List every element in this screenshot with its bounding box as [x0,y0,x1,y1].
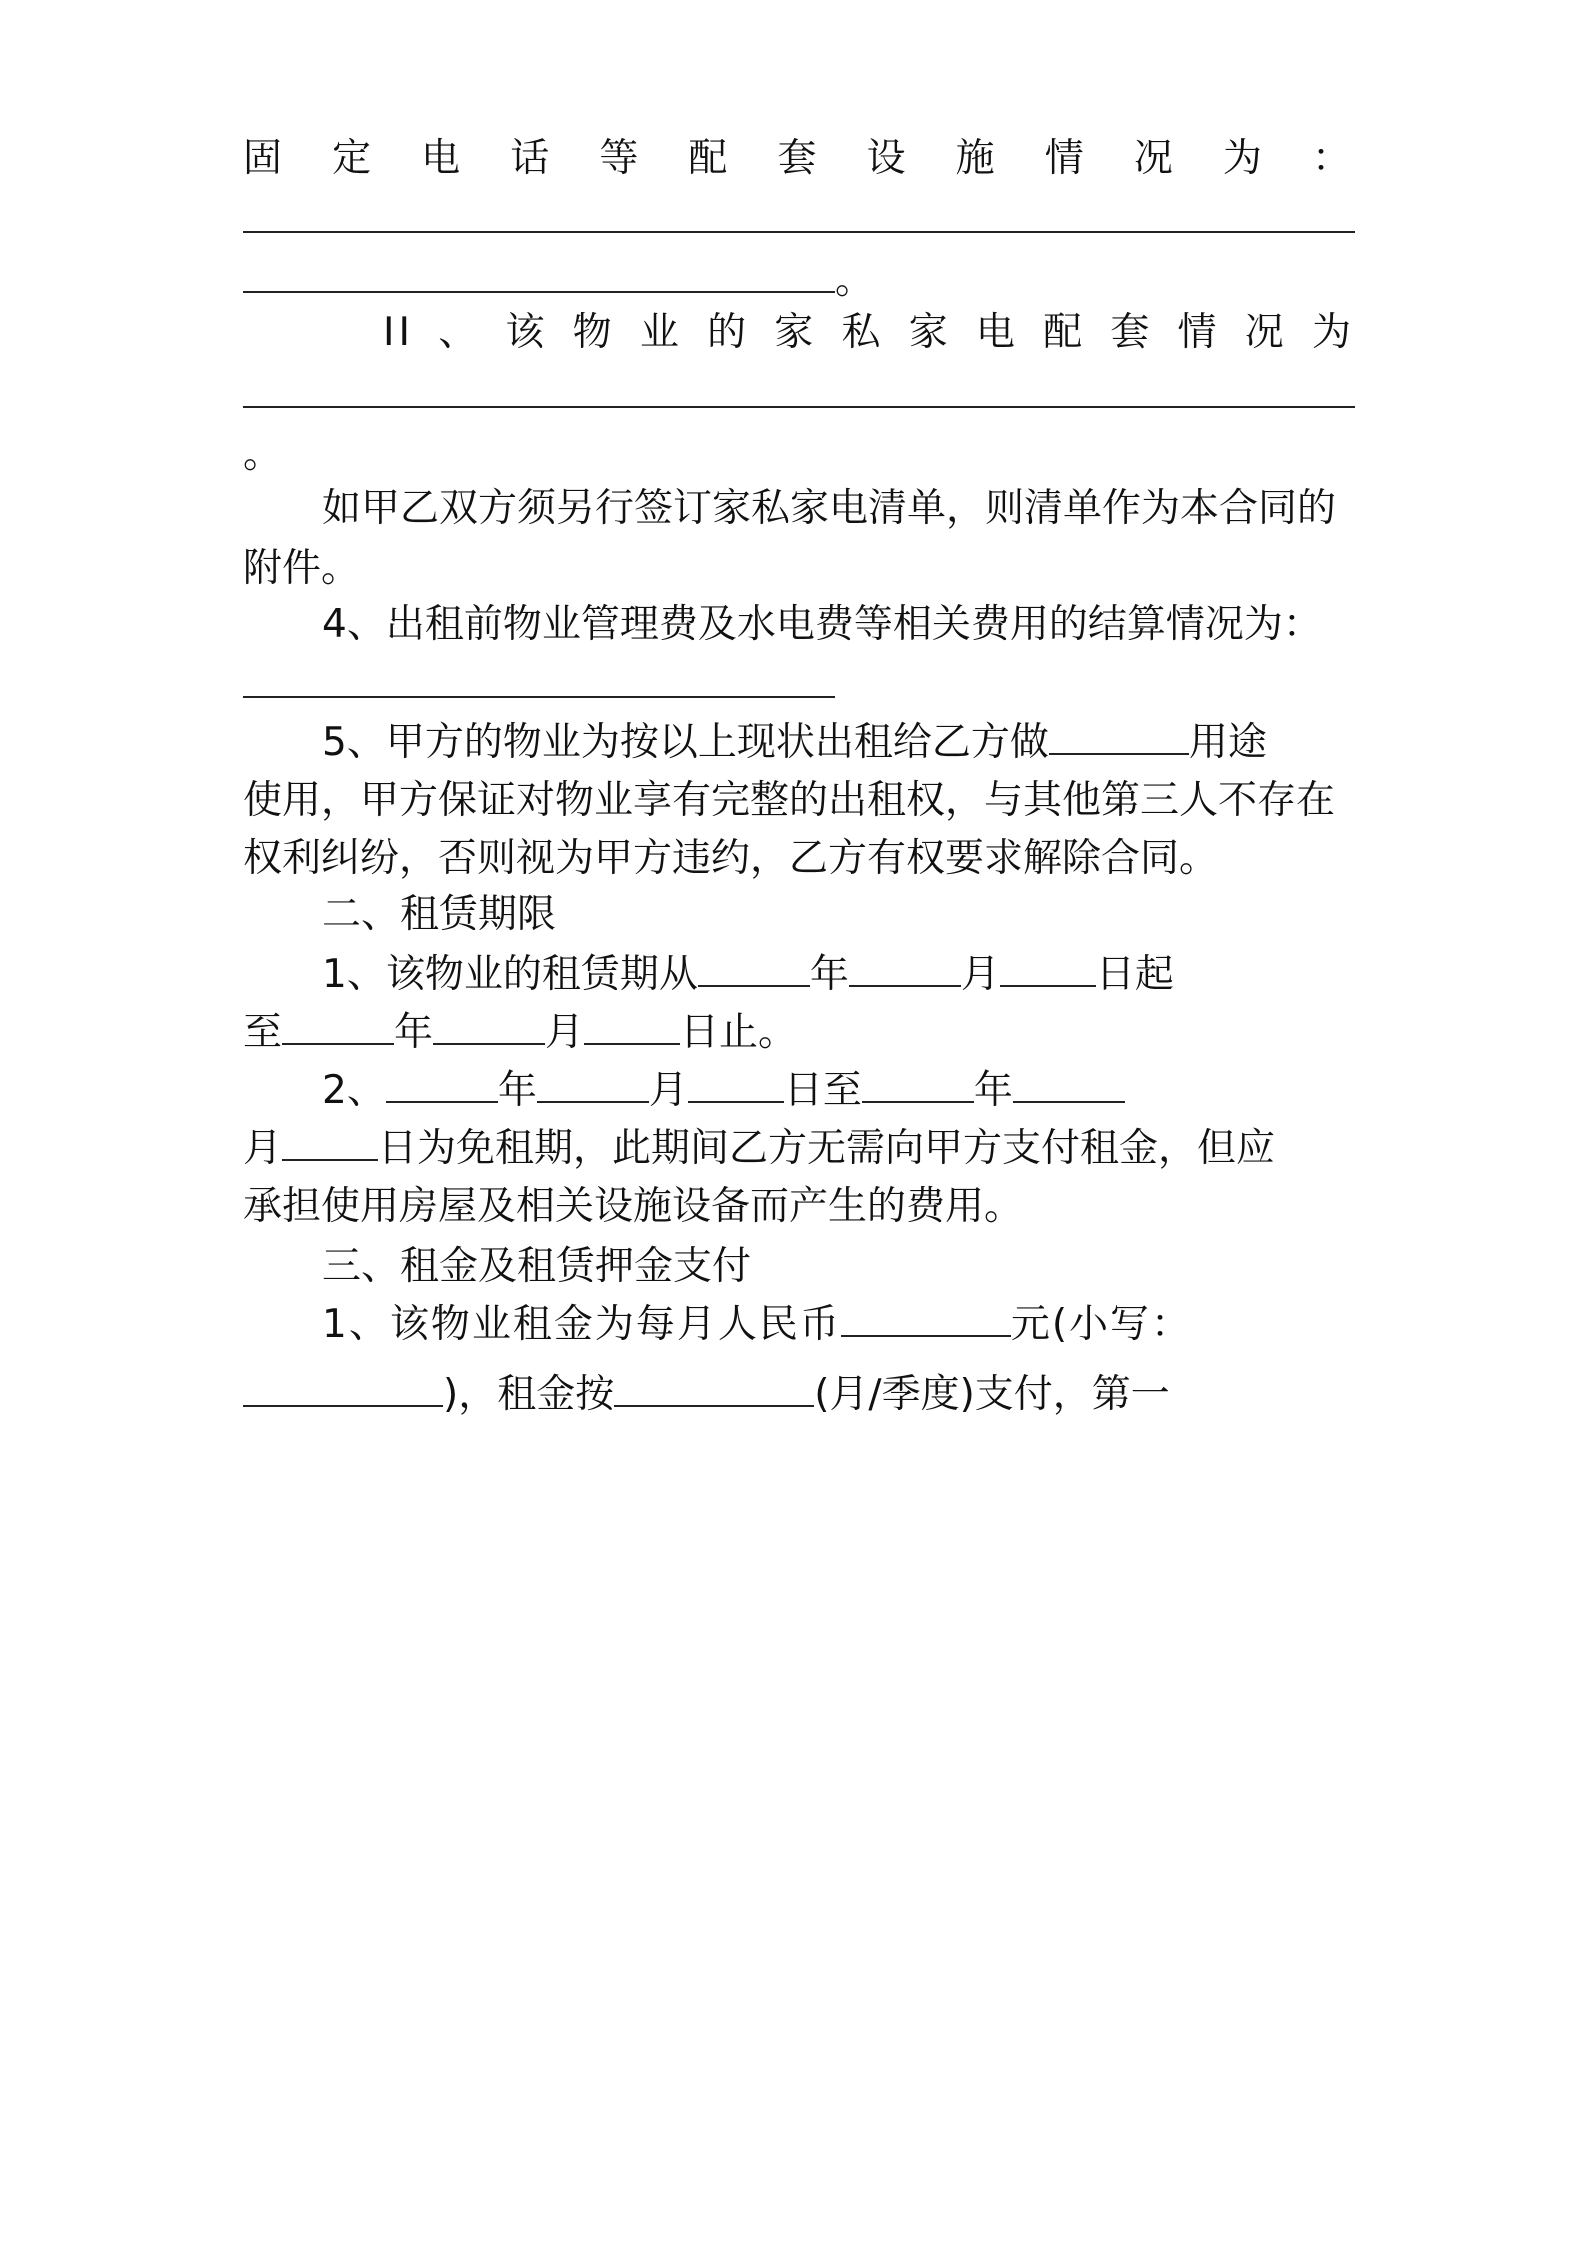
term-1-prefix: 1、该物业的租赁期从 [322,952,698,997]
monthly-rent-blank[interactable] [841,1301,1011,1337]
purpose-blank[interactable] [1049,719,1189,755]
item-5-line-3: 权利纠纷，否则视为甲方违约，乙方有权要求解除合同。 [243,836,1219,881]
rent-1-suffix: 元(小写： [1010,1302,1193,1347]
section-2-title: 二、租赁期限 [322,892,557,937]
month-label: 月 [960,952,1000,997]
appliance-note-line-2: 附件。 [243,546,361,591]
rent-1-line-1 [322,1294,1355,1356]
item-5-line-2: 使用，甲方保证对物业享有完整的出租权，与其他第三人不存在 [243,778,1336,823]
day-from-label: 日起 [1095,952,1174,997]
facilities-blank-line-1[interactable] [243,231,1355,233]
appliance-blank-line[interactable] [243,406,1355,408]
month-label: 月 [648,1068,688,1113]
free-end-year-blank[interactable] [862,1067,974,1103]
item-4-blank-line[interactable] [243,696,835,698]
term-2-line-1 [322,1060,1355,1122]
term-2-prefix: 2、 [322,1068,386,1113]
month-label: 月 [545,1010,585,1055]
payment-cycle-blank[interactable] [614,1371,814,1407]
item-4-text: 4、出租前物业管理费及水电费等相关费用的结算情况为： [322,602,1322,647]
full-stop: 。 [835,258,875,303]
day-to-label: 日至 [783,1068,862,1113]
free-start-month-blank[interactable] [537,1067,649,1103]
end-year-blank[interactable] [282,1009,394,1045]
rent-2-text-a: )，租金按 [443,1372,615,1417]
item-ii-heading: II、该物业的家私家电配套情况为 [383,310,1355,355]
free-start-year-blank[interactable] [386,1067,498,1103]
facilities-blank-line-2[interactable] [243,257,835,293]
free-start-day-blank[interactable] [688,1067,784,1103]
rent-2-text-b: (月/季度)支付，第一 [814,1372,1170,1417]
term-2-line-2 [243,1118,1355,1180]
month-label: 月 [243,1126,283,1171]
end-month-blank[interactable] [433,1009,545,1045]
rent-1-prefix: 1、该物业租金为每月人民币 [322,1302,841,1347]
end-day-blank[interactable] [584,1009,680,1045]
term-1-line-2 [243,1002,1355,1064]
day-stop-label: 日止。 [680,1010,798,1055]
item-5-line-1 [322,712,1355,774]
free-end-day-blank[interactable] [282,1125,378,1161]
appliance-line-end: 。 [243,432,283,477]
section-3-title: 三、租金及租赁押金支付 [322,1244,752,1289]
year-label: 年 [809,952,849,997]
start-day-blank[interactable] [1000,951,1096,987]
rent-1-line-2 [243,1364,1355,1426]
start-year-blank[interactable] [698,951,810,987]
year-label: 年 [497,1068,537,1113]
rent-lowercase-blank[interactable] [243,1371,443,1407]
item-5-text-a: 5、甲方的物业为按以上现状出租给乙方做 [322,720,1049,765]
term-2-line-3: 承担使用房屋及相关设施设备而产生的费用。 [243,1184,1024,1229]
year-label: 年 [973,1068,1013,1113]
item-5-text-b: 用途 [1188,720,1267,765]
facilities-line: 固定电话等配套设施情况为： [243,136,1355,181]
start-month-blank[interactable] [849,951,961,987]
term-1-line-1 [322,944,1355,1006]
free-rent-text: 日为免租期，此期间乙方无需向甲方支付租金，但应 [378,1126,1276,1171]
free-end-month-blank[interactable] [1013,1067,1125,1103]
year-label: 年 [394,1010,434,1055]
to-label: 至 [243,1010,283,1055]
appliance-note-line-1: 如甲乙双方须另行签订家私家电清单，则清单作为本合同的 [322,486,1337,531]
